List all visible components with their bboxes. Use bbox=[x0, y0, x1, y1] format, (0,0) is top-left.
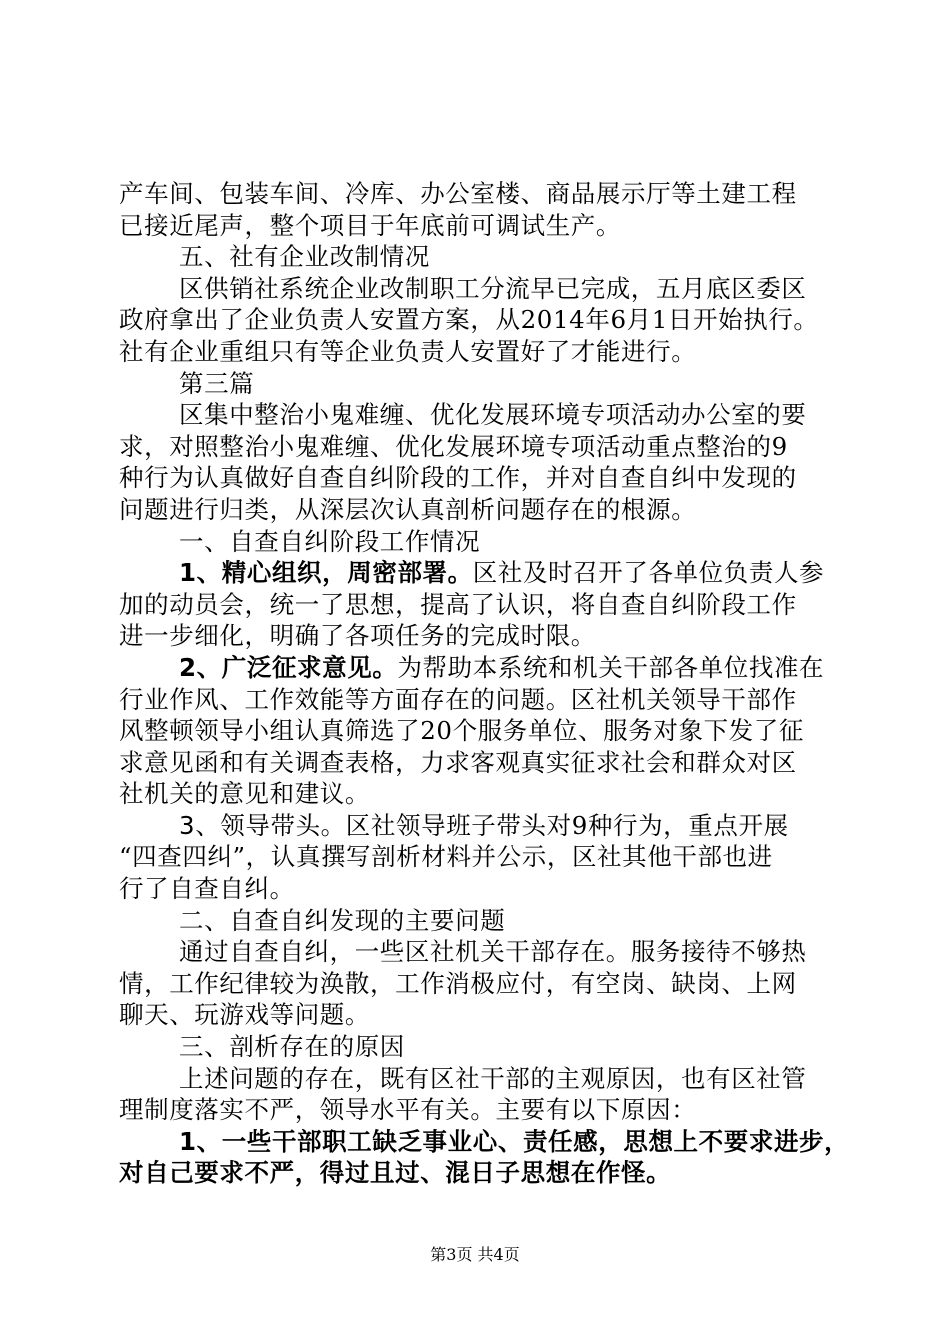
text-line: 加的动员会，统一了思想，提高了认识，将自查自纠阶段工作 bbox=[119, 589, 797, 619]
text-line: 风整顿领导小组认真筛选了20个服务单位、服务对象下发了征 bbox=[119, 716, 804, 746]
text-line bbox=[119, 652, 834, 684]
page-footer: 第3页 共4页 bbox=[430, 1245, 520, 1264]
text-line: 进一步细化，明确了各项任务的完成时限。 bbox=[119, 621, 596, 651]
item-lead-1: 1、精心组织，周密部署。 bbox=[179, 558, 473, 588]
text-line: 行业作风、工作效能等方面存在的问题。区社机关领导干部作 bbox=[119, 684, 797, 714]
item-text-1: 区社及时召开了各单位负责人参 bbox=[472, 558, 825, 588]
text-line: 社机关的意见和建议。 bbox=[119, 779, 370, 809]
text-line: “四查四纠”，认真撰写剖析材料并公示，区社其他干部也进 bbox=[119, 842, 773, 872]
text-line: 社有企业重组只有等企业负责人安置好了才能进行。 bbox=[119, 336, 697, 366]
text-line: 已接近尾声，整个项目于年底前可调试生产。 bbox=[119, 210, 621, 240]
item-lead-2: 2、广泛征求意见。 bbox=[179, 652, 398, 682]
text-line: 行了自查自纠。 bbox=[119, 874, 295, 904]
section-heading-1: 一、自查自纠阶段工作情况 bbox=[179, 526, 481, 556]
reason-1-line: 对自己要求不严，得过且过、混日子思想在作怪。 bbox=[119, 1158, 672, 1188]
document-body bbox=[119, 178, 850, 1189]
item-text-3: 区社领导班子带头对9种行为，重点开展 bbox=[345, 810, 789, 840]
item-lead-3: 3、领导带头。 bbox=[179, 810, 346, 840]
text-line: 求，对照整治小鬼难缠、优化发展环境专项活动重点整治的9 bbox=[119, 431, 788, 461]
part-title: 第三篇 bbox=[179, 368, 255, 398]
text-line: 理制度落实不严，领导水平有关。主要有以下原因： bbox=[119, 1095, 697, 1125]
text-line: 求意见函和有关调查表格，力求客观真实征求社会和群众对区 bbox=[119, 747, 797, 777]
item-text-2: 为帮助本系统和机关干部各单位找准在 bbox=[397, 652, 825, 682]
text-line: 产车间、包装车间、冷库、办公室楼、商品展示厅等土建工程 bbox=[119, 179, 797, 208]
text-line: 上述问题的存在，既有区社干部的主观原因，也有区社管 bbox=[179, 1063, 807, 1093]
text-line: 区集中整治小鬼难缠、优化发展环境专项活动办公室的要 bbox=[179, 400, 807, 430]
text-line: 区供销社系统企业改制职工分流早已完成，五月底区委区 bbox=[179, 273, 807, 303]
text-line: 聊天、玩游戏等问题。 bbox=[119, 1000, 370, 1030]
section-heading-5: 五、社有企业改制情况 bbox=[179, 242, 430, 272]
text-line bbox=[119, 557, 834, 589]
text-line: 通过自查自纠，一些区社机关干部存在。服务接待不够热 bbox=[179, 937, 807, 967]
text-line: 问题进行归类，从深层次认真剖析问题存在的根源。 bbox=[119, 494, 697, 524]
section-heading-3: 三、剖析存在的原因 bbox=[179, 1032, 405, 1062]
text-line bbox=[119, 810, 834, 842]
section-heading-2: 二、自查自纠发现的主要问题 bbox=[179, 905, 506, 935]
text-line: 种行为认真做好自查自纠阶段的工作，并对自查自纠中发现的 bbox=[119, 463, 797, 493]
text-line: 情，工作纪律较为涣散，工作消极应付，有空岗、缺岗、上网 bbox=[119, 968, 797, 998]
reason-1-line: 1、一些干部职工缺乏事业心、责任感，思想上不要求进步， bbox=[179, 1126, 850, 1156]
text-line: 政府拿出了企业负责人安置方案，从2014年6月1日开始执行。 bbox=[119, 305, 819, 335]
